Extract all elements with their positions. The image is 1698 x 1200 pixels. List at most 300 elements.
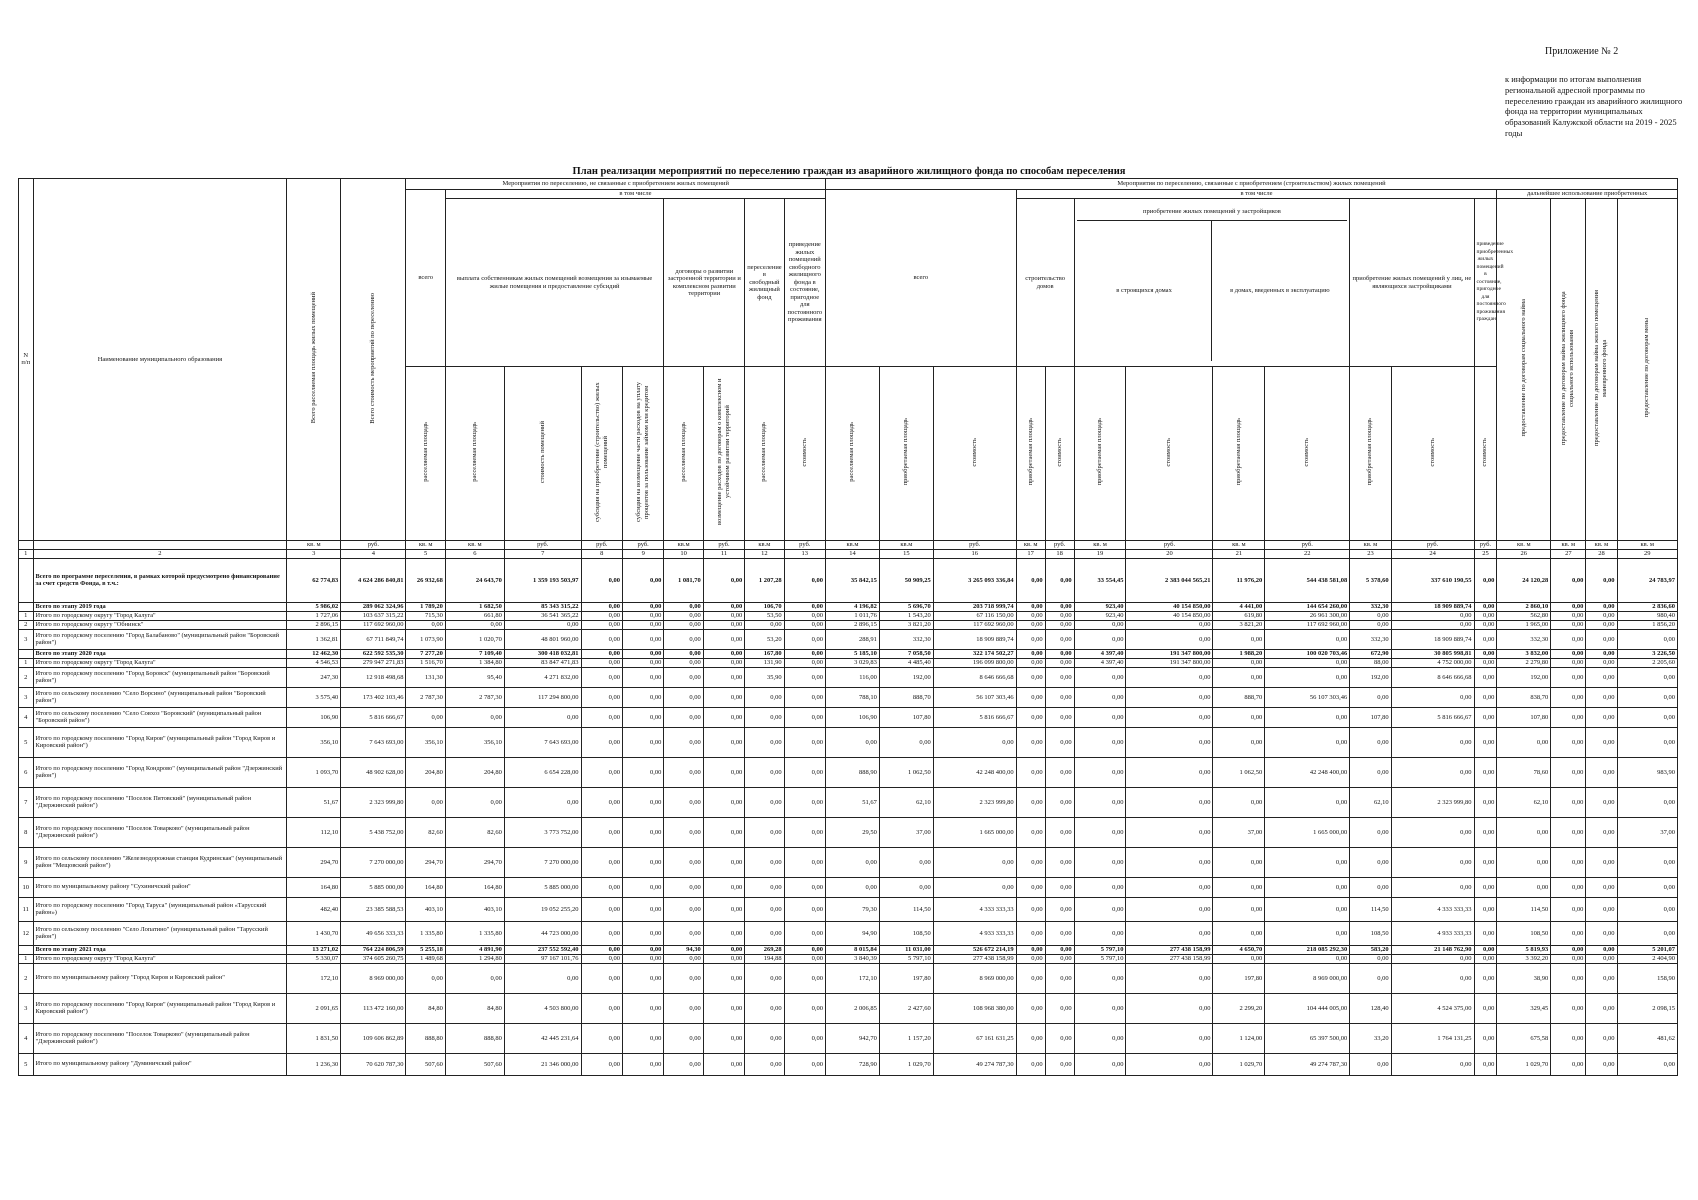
value-cell: 1 011,76 — [826, 611, 880, 620]
value-cell: 715,30 — [406, 611, 445, 620]
value-cell: 356,10 — [406, 727, 445, 757]
value-cell: 0,00 — [581, 727, 622, 757]
value-cell: 0,00 — [1074, 993, 1126, 1023]
municipality-name: Всего по этапу 2019 года — [33, 602, 287, 611]
col-n-header: N п/п — [19, 179, 34, 541]
value-cell: 218 085 292,30 — [1265, 945, 1350, 954]
value-cell: 0,00 — [1474, 707, 1497, 727]
value-cell: 0,00 — [1586, 611, 1617, 620]
c19-acquired-area: приобретаемая площадь — [1096, 418, 1104, 486]
c14-resettled-area: расселяемая площадь — [848, 422, 856, 482]
value-cell: 18 909 889,74 — [933, 629, 1016, 649]
value-cell: 0,00 — [581, 649, 622, 658]
value-cell: 0,00 — [745, 817, 784, 847]
value-cell: 374 605 260,75 — [341, 954, 406, 963]
unit-cell: руб. — [1474, 540, 1497, 549]
value-cell: 0,00 — [1016, 620, 1045, 629]
row-number: 2 — [19, 963, 34, 993]
value-cell: 0,00 — [1016, 649, 1045, 658]
value-cell: 4 933 333,33 — [933, 921, 1016, 945]
value-cell: 18 909 889,74 — [1391, 602, 1474, 611]
value-cell: 888,70 — [879, 687, 933, 707]
value-cell: 21 346 000,00 — [504, 1053, 581, 1075]
municipality-name: Итого по сельскому поселению "Село Совхоз "Боровский" (муниципальный район "Боровский район") — [33, 707, 287, 727]
value-cell: 888,70 — [1213, 687, 1265, 707]
value-cell: 0,00 — [1586, 877, 1617, 897]
value-cell: 0,00 — [1474, 787, 1497, 817]
value-cell: 33 554,45 — [1074, 558, 1126, 602]
value-cell: 2 896,15 — [287, 620, 341, 629]
unit-cell: кв. м — [406, 540, 445, 549]
value-cell: 0,00 — [1617, 687, 1678, 707]
value-cell: 2 836,60 — [1617, 602, 1678, 611]
column-number-cell: 24 — [1391, 549, 1474, 558]
value-cell: 1 029,70 — [1497, 1053, 1551, 1075]
value-cell: 85 343 315,22 — [504, 602, 581, 611]
value-cell: 0,00 — [1391, 687, 1474, 707]
value-cell: 0,00 — [664, 757, 703, 787]
value-cell: 0,00 — [1551, 945, 1586, 954]
value-cell: 42 445 231,64 — [504, 1023, 581, 1053]
value-cell: 0,00 — [622, 727, 663, 757]
value-cell: 108,50 — [1350, 921, 1391, 945]
municipality-name: Всего по этапу 2021 года — [33, 945, 287, 954]
value-cell: 0,00 — [581, 787, 622, 817]
value-cell: 106,90 — [287, 707, 341, 727]
value-cell: 0,00 — [1045, 649, 1074, 658]
value-cell: 197,80 — [1213, 963, 1265, 993]
value-cell: 2 427,60 — [879, 993, 933, 1023]
value-cell: 0,00 — [1016, 707, 1045, 727]
value-cell: 0,00 — [745, 620, 784, 629]
value-cell: 237 552 592,40 — [504, 945, 581, 954]
value-cell: 0,00 — [1617, 787, 1678, 817]
value-cell: 65 397 500,00 — [1265, 1023, 1350, 1053]
c24-cost: стоимость — [1428, 437, 1436, 467]
table-row — [19, 1023, 1678, 1053]
value-cell: 0,00 — [1551, 611, 1586, 620]
table-row — [19, 611, 1678, 620]
value-cell: 117 692 960,00 — [933, 620, 1016, 629]
table-row — [19, 954, 1678, 963]
column-number-cell: 9 — [622, 549, 663, 558]
value-cell: 0,00 — [1265, 707, 1350, 727]
value-cell: 84,80 — [406, 993, 445, 1023]
value-cell: 0,00 — [622, 877, 663, 897]
value-cell: 0,00 — [622, 629, 663, 649]
value-cell: 0,00 — [1126, 757, 1213, 787]
value-cell: 764 224 806,59 — [341, 945, 406, 954]
value-cell: 3 840,39 — [826, 954, 880, 963]
municipality-name: Итого по городскому поселению "Город Киров" (муниципальный район "Город Киров и Кировский район") — [33, 993, 287, 1023]
appendix-title: Приложение № 2 — [1545, 46, 1619, 57]
value-cell: 0,00 — [664, 963, 703, 993]
value-cell: 1 062,50 — [879, 757, 933, 787]
value-cell: 0,00 — [1474, 921, 1497, 945]
value-cell: 8 969 000,00 — [341, 963, 406, 993]
value-cell: 117 692 960,00 — [1265, 620, 1350, 629]
further-use-header: дальнейшее использование приобретенных — [1497, 190, 1678, 199]
municipality-name: Итого по сельскому поселению "Село Лопатино" (муниципальный район "Тарусский район") — [33, 921, 287, 945]
value-cell: 2 205,60 — [1617, 658, 1678, 667]
municipality-name: Итого по сельскому поселению "Село Ворсино" (муниципальный район "Боровский район") — [33, 687, 287, 707]
value-cell: 8 969 000,00 — [1265, 963, 1350, 993]
value-cell: 24 783,97 — [1617, 558, 1678, 602]
value-cell: 0,00 — [1016, 687, 1045, 707]
unit-cell: руб. — [1045, 540, 1074, 549]
plan-title: План реализации мероприятий по переселению граждан из аварийного жилищного фонда по способам переселения — [572, 166, 1126, 177]
value-cell: 0,00 — [622, 993, 663, 1023]
value-cell: 0,00 — [745, 727, 784, 757]
value-cell: 0,00 — [1350, 963, 1391, 993]
value-cell: 5 797,10 — [1074, 945, 1126, 954]
column-number-cell: 4 — [341, 549, 406, 558]
value-cell: 0,00 — [1016, 847, 1045, 877]
value-cell: 289 062 324,96 — [341, 602, 406, 611]
value-cell: 0,00 — [703, 649, 744, 658]
value-cell: 0,00 — [1265, 877, 1350, 897]
municipality-name: Итого по городскому округу "Обнинск" — [33, 620, 287, 629]
social-rent-header: предоставление по договорам социального найма — [1519, 299, 1527, 437]
value-cell: 0,00 — [745, 993, 784, 1023]
value-cell: 1 665 000,00 — [933, 817, 1016, 847]
value-cell: 5 816 666,67 — [933, 707, 1016, 727]
value-cell: 1 335,80 — [406, 921, 445, 945]
value-cell: 3 226,50 — [1617, 649, 1678, 658]
value-cell: 1 029,70 — [879, 1053, 933, 1075]
value-cell: 0,00 — [1045, 817, 1074, 847]
value-cell: 4 503 800,00 — [504, 993, 581, 1023]
value-cell: 332,30 — [1350, 629, 1391, 649]
value-cell: 0,00 — [1126, 921, 1213, 945]
value-cell: 1 124,00 — [1213, 1023, 1265, 1053]
value-cell: 0,00 — [581, 945, 622, 954]
row-number — [19, 945, 34, 954]
value-cell: 300 418 032,81 — [504, 649, 581, 658]
unit-cell: руб. — [1126, 540, 1213, 549]
value-cell: 0,00 — [1350, 877, 1391, 897]
value-cell: 294,70 — [445, 847, 504, 877]
value-cell: 0,00 — [1586, 954, 1617, 963]
value-cell: 4 271 832,00 — [504, 667, 581, 687]
value-cell: 0,00 — [1474, 945, 1497, 954]
value-cell: 0,00 — [1474, 963, 1497, 993]
value-cell: 0,00 — [622, 787, 663, 817]
value-cell: 0,00 — [622, 707, 663, 727]
column-number-cell: 3 — [287, 549, 341, 558]
value-cell: 0,00 — [1586, 787, 1617, 817]
value-cell: 0,00 — [1551, 877, 1586, 897]
value-cell: 0,00 — [703, 602, 744, 611]
value-cell: 0,00 — [1586, 963, 1617, 993]
value-cell: 0,00 — [1474, 649, 1497, 658]
column-number-cell: 25 — [1474, 549, 1497, 558]
value-cell: 94,90 — [826, 921, 880, 945]
value-cell: 4 752 000,00 — [1391, 658, 1474, 667]
value-cell: 0,00 — [1350, 611, 1391, 620]
in-operation-label: в домах, введенных в эксплуатацию — [1230, 287, 1330, 294]
value-cell: 0,00 — [1551, 727, 1586, 757]
value-cell: 0,00 — [879, 847, 933, 877]
value-cell: 2 860,10 — [1497, 602, 1551, 611]
value-cell: 42 248 400,00 — [933, 757, 1016, 787]
c17-acquired-area: приобретаемая площадь — [1026, 418, 1034, 486]
value-cell: 0,00 — [581, 629, 622, 649]
value-cell: 44 723 000,00 — [504, 921, 581, 945]
column-number-cell: 20 — [1126, 549, 1213, 558]
value-cell: 108 968 380,00 — [933, 993, 1016, 1023]
value-cell: 0,00 — [1045, 1023, 1074, 1053]
value-cell: 980,40 — [1617, 611, 1678, 620]
value-cell: 2 787,30 — [445, 687, 504, 707]
column-number-cell: 21 — [1213, 549, 1265, 558]
unit-cell: кв. м — [1016, 540, 1045, 549]
value-cell: 0,00 — [664, 787, 703, 817]
value-cell: 0,00 — [1586, 945, 1617, 954]
g1-total-header: всего — [406, 190, 445, 367]
municipality-name: Итого по городскому поселению "Город Киров" (муниципальный район "Город Киров и Кировский район") — [33, 727, 287, 757]
unit-cell: кв.м — [826, 540, 880, 549]
row-number: 12 — [19, 921, 34, 945]
value-cell: 0,00 — [1045, 921, 1074, 945]
value-cell: 48 902 628,00 — [341, 757, 406, 787]
exchange-header: предоставление по договорам мены — [1643, 318, 1651, 418]
value-cell: 30 805 998,81 — [1391, 649, 1474, 658]
table-row — [19, 620, 1678, 629]
value-cell: 0,00 — [1474, 817, 1497, 847]
value-cell: 0,00 — [581, 921, 622, 945]
unit-cell: руб. — [784, 540, 825, 549]
value-cell: 0,00 — [1551, 1053, 1586, 1075]
value-cell: 288,91 — [826, 629, 880, 649]
value-cell: 1 384,80 — [445, 658, 504, 667]
value-cell: 0,00 — [1213, 921, 1265, 945]
value-cell: 29,50 — [826, 817, 880, 847]
value-cell: 0,00 — [1126, 993, 1213, 1023]
unit-cell: кв. м — [1551, 540, 1586, 549]
row-number: 6 — [19, 757, 34, 787]
value-cell: 583,20 — [1350, 945, 1391, 954]
value-cell: 0,00 — [1551, 921, 1586, 945]
value-cell: 0,00 — [1045, 629, 1074, 649]
value-cell: 0,00 — [504, 787, 581, 817]
municipality-name: Итого по муниципальному району "Сухиничский район" — [33, 877, 287, 897]
plan-table — [18, 178, 1678, 1076]
unit-cell: руб. — [504, 540, 581, 549]
value-cell: 164,80 — [445, 877, 504, 897]
value-cell: 0,00 — [1126, 727, 1213, 757]
value-cell: 0,00 — [703, 993, 744, 1023]
value-cell: 0,00 — [581, 687, 622, 707]
value-cell: 0,00 — [445, 707, 504, 727]
value-cell: 0,00 — [622, 847, 663, 877]
value-cell: 24 120,28 — [1497, 558, 1551, 602]
value-cell: 5 797,10 — [879, 954, 933, 963]
value-cell: 3 821,20 — [879, 620, 933, 629]
value-cell: 0,00 — [1551, 954, 1586, 963]
value-cell: 0,00 — [581, 707, 622, 727]
value-cell: 0,00 — [1074, 727, 1126, 757]
c22-cost: стоимость — [1303, 437, 1311, 467]
value-cell: 2 091,65 — [287, 993, 341, 1023]
value-cell: 106,90 — [826, 707, 880, 727]
value-cell: 0,00 — [1074, 897, 1126, 921]
value-cell: 0,00 — [1074, 847, 1126, 877]
row-number: 2 — [19, 667, 34, 687]
value-cell: 79,30 — [826, 897, 880, 921]
value-cell: 0,00 — [1045, 757, 1074, 787]
table-row — [19, 921, 1678, 945]
value-cell: 332,30 — [879, 629, 933, 649]
value-cell: 0,00 — [1350, 620, 1391, 629]
value-cell: 0,00 — [879, 877, 933, 897]
row-number: 1 — [19, 954, 34, 963]
value-cell: 0,00 — [1551, 687, 1586, 707]
value-cell: 173 402 103,46 — [341, 687, 406, 707]
value-cell: 0,00 — [703, 787, 744, 817]
value-cell: 0,00 — [1265, 897, 1350, 921]
table-row — [19, 707, 1678, 727]
value-cell: 0,00 — [1617, 847, 1678, 877]
value-cell: 0,00 — [1551, 558, 1586, 602]
c5-resettled-area: расселяемая площадь — [421, 422, 429, 482]
value-cell: 116,00 — [826, 667, 880, 687]
value-cell: 8 015,84 — [826, 945, 880, 954]
value-cell: 661,80 — [445, 611, 504, 620]
value-cell: 0,00 — [1126, 620, 1213, 629]
value-cell: 0,00 — [745, 707, 784, 727]
value-cell: 38,90 — [1497, 963, 1551, 993]
value-cell: 0,00 — [1016, 945, 1045, 954]
value-cell: 544 438 581,08 — [1265, 558, 1350, 602]
value-cell: 0,00 — [1474, 727, 1497, 757]
value-cell: 0,00 — [1265, 847, 1350, 877]
value-cell: 1 764 131,25 — [1391, 1023, 1474, 1053]
value-cell: 0,00 — [1074, 877, 1126, 897]
value-cell: 0,00 — [1074, 1023, 1126, 1053]
value-cell: 2 323 999,80 — [341, 787, 406, 817]
value-cell: 0,00 — [703, 945, 744, 954]
repair-purchased-header: приведение приобретенных жилых помещений в состояние, пригодное для постоянного проживания граждан — [1474, 199, 1497, 367]
value-cell: 0,00 — [581, 1053, 622, 1075]
value-cell: 0,00 — [1016, 727, 1045, 757]
value-cell: 0,00 — [1391, 757, 1474, 787]
value-cell: 0,00 — [784, 847, 825, 877]
value-cell: 0,00 — [1551, 620, 1586, 629]
value-cell: 1 359 193 503,97 — [504, 558, 581, 602]
value-cell: 0,00 — [622, 558, 663, 602]
value-cell: 0,00 — [784, 945, 825, 954]
value-cell: 0,00 — [784, 658, 825, 667]
unit-cell: кв.м — [745, 540, 784, 549]
row-number: 2 — [19, 620, 34, 629]
value-cell: 0,00 — [1391, 847, 1474, 877]
value-cell: 164,80 — [287, 877, 341, 897]
value-cell: 983,90 — [1617, 757, 1678, 787]
value-cell: 106,70 — [745, 602, 784, 611]
table-row — [19, 629, 1678, 649]
value-cell: 838,70 — [1497, 687, 1551, 707]
table-row — [19, 963, 1678, 993]
column-number-cell: 29 — [1617, 549, 1678, 558]
value-cell: 0,00 — [1016, 817, 1045, 847]
value-cell: 0,00 — [1586, 620, 1617, 629]
value-cell: 0,00 — [1497, 817, 1551, 847]
value-cell: 0,00 — [1045, 620, 1074, 629]
value-cell: 0,00 — [784, 620, 825, 629]
g2-incl-header: в том числе — [1016, 190, 1497, 199]
value-cell: 114,50 — [1497, 897, 1551, 921]
column-number-cell: 19 — [1074, 549, 1126, 558]
unit-cell: кв. м — [1213, 540, 1265, 549]
value-cell: 0,00 — [784, 707, 825, 727]
value-cell: 117 294 800,00 — [504, 687, 581, 707]
group1-header: Мероприятия по переселению, не связанные с приобретением жилых помещений — [406, 179, 826, 190]
value-cell: 37,00 — [1213, 817, 1265, 847]
value-cell: 0,00 — [1551, 817, 1586, 847]
unit-cell: руб. — [622, 540, 663, 549]
value-cell: 0,00 — [1586, 993, 1617, 1023]
value-cell: 0,00 — [1016, 897, 1045, 921]
value-cell: 0,00 — [745, 1023, 784, 1053]
value-cell: 562,80 — [1497, 611, 1551, 620]
value-cell: 67 161 631,25 — [933, 1023, 1016, 1053]
value-cell: 1 073,90 — [406, 629, 445, 649]
value-cell: 49 274 787,30 — [1265, 1053, 1350, 1075]
value-cell: 0,00 — [1016, 558, 1045, 602]
table-row — [19, 558, 1678, 602]
purchase-dev-label: приобретение жилых помещений у застройщиков — [1077, 204, 1348, 221]
value-cell: 0,00 — [1586, 1023, 1617, 1053]
value-cell: 0,00 — [784, 1053, 825, 1075]
value-cell: 0,00 — [1551, 658, 1586, 667]
column-number-cell: 7 — [504, 549, 581, 558]
value-cell: 0,00 — [784, 687, 825, 707]
value-cell: 0,00 — [1551, 963, 1586, 993]
value-cell: 37,00 — [1617, 817, 1678, 847]
value-cell: 0,00 — [664, 1053, 703, 1075]
value-cell: 2 323 999,80 — [1391, 787, 1474, 817]
value-cell: 0,00 — [1586, 658, 1617, 667]
value-cell: 619,80 — [1213, 611, 1265, 620]
value-cell: 0,00 — [703, 921, 744, 945]
value-cell: 0,00 — [784, 727, 825, 757]
value-cell: 0,00 — [703, 897, 744, 921]
column-number-cell: 18 — [1045, 549, 1074, 558]
value-cell: 0,00 — [1074, 817, 1126, 847]
value-cell: 0,00 — [784, 602, 825, 611]
value-cell: 2 404,90 — [1617, 954, 1678, 963]
value-cell: 1 029,70 — [1213, 1053, 1265, 1075]
value-cell: 0,00 — [933, 877, 1016, 897]
value-cell: 0,00 — [504, 707, 581, 727]
value-cell: 0,00 — [1474, 1023, 1497, 1053]
value-cell: 0,00 — [1126, 687, 1213, 707]
value-cell: 1 062,50 — [1213, 757, 1265, 787]
municipality-name: Итого по городскому поселению "Поселок Товарково" (муниципальный район "Дзержинский район") — [33, 1023, 287, 1053]
municipality-name: Всего по этапу 2020 года — [33, 649, 287, 658]
value-cell: 196 099 800,00 — [933, 658, 1016, 667]
value-cell: 4 397,40 — [1074, 649, 1126, 658]
commercial-header: предоставление по договорам найма жилого помещения маневренного фонда — [1593, 289, 1609, 447]
value-cell: 0,00 — [581, 757, 622, 787]
value-cell: 0,00 — [1265, 667, 1350, 687]
value-cell: 0,00 — [703, 1053, 744, 1075]
value-cell: 1 081,70 — [664, 558, 703, 602]
value-cell: 888,80 — [406, 1023, 445, 1053]
table-row — [19, 658, 1678, 667]
value-cell: 8 969 000,00 — [933, 963, 1016, 993]
